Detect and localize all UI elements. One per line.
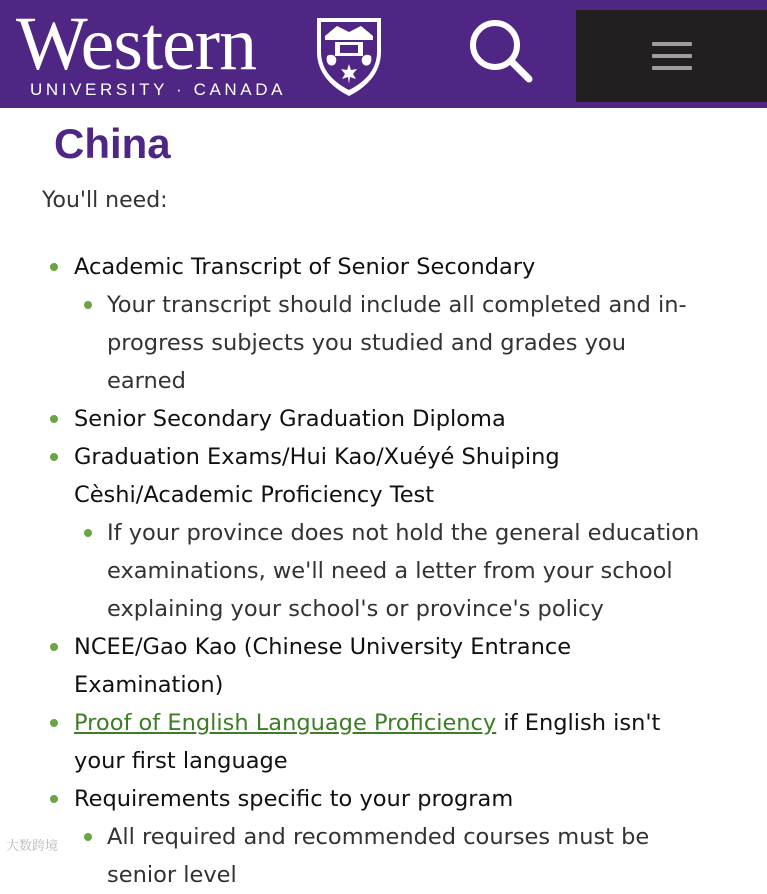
search-icon bbox=[466, 16, 536, 86]
sub-list bbox=[74, 286, 694, 400]
sub-list-item: All required and recommended courses must be senior level bbox=[74, 818, 707, 894]
list-item bbox=[0, 438, 700, 628]
list-item bbox=[0, 248, 694, 400]
list-item bbox=[0, 400, 694, 438]
menu-button[interactable] bbox=[576, 10, 767, 102]
intro-text: You'll need: bbox=[42, 188, 168, 213]
requirement-text: Requirements specific to your program bbox=[74, 786, 514, 812]
sub-list bbox=[74, 818, 694, 894]
logo-wordmark[interactable]: Western bbox=[16, 2, 257, 86]
english-proficiency-link[interactable]: Proof of English Language Proficiency bbox=[74, 710, 497, 736]
site-header bbox=[0, 0, 767, 108]
requirement-text: Senior Secondary Graduation Diploma bbox=[74, 406, 506, 432]
sub-list bbox=[74, 514, 700, 628]
list-item bbox=[0, 628, 694, 704]
main-content bbox=[0, 108, 767, 888]
logo-subtitle: UNIVERSITY · CANADA bbox=[30, 80, 287, 99]
watermark: 大数跨境 bbox=[6, 839, 59, 854]
university-crest-icon bbox=[313, 12, 385, 98]
list-item bbox=[0, 704, 694, 780]
requirements-list bbox=[0, 248, 767, 894]
requirement-text: Graduation Exams/Hui Kao/Xuéyé Shuiping Cèshi/Academic Proficiency Test bbox=[74, 444, 560, 508]
requirement-text: if English isn't your first language bbox=[74, 710, 661, 774]
page-title: China bbox=[54, 120, 171, 167]
search-button[interactable] bbox=[466, 16, 536, 86]
sub-list-item: Your transcript should include all completed and in-progress subjects you studied and grades you earned bbox=[74, 286, 707, 400]
requirement-text: Academic Transcript of Senior Secondary bbox=[74, 254, 536, 280]
requirement-text: NCEE/Gao Kao (Chinese University Entrance Examination) bbox=[74, 634, 572, 698]
list-item bbox=[0, 780, 694, 894]
sub-list-item: If your province does not hold the general education examinations, we'll need a letter from your school explaining your school's or province's policy bbox=[74, 514, 707, 628]
